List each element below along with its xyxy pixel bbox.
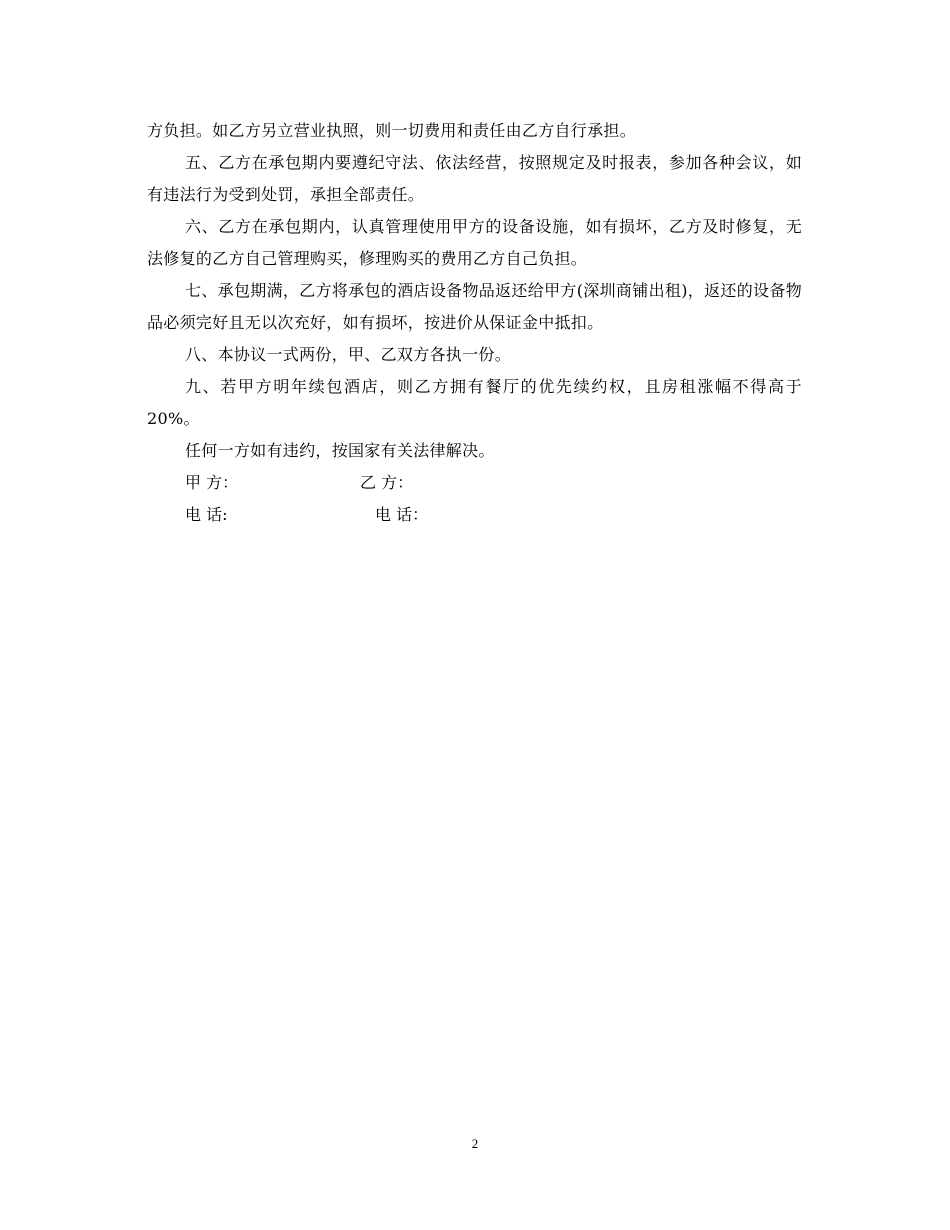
phone-b-label: 电 话： (375, 505, 429, 524)
clause-6: 六、乙方在承包期内，认真管理使用甲方的设备设施，如有损坏，乙方及时修复，无法修复的乙方自己管理购买，修理购买的费用乙方自己负担。 (147, 217, 802, 268)
page-number: 2 (471, 1136, 479, 1151)
paragraph-continuation: 方负担。如乙方另立营业执照，则一切费用和责任由乙方自行承担。 (147, 121, 637, 140)
clause-9: 九、若甲方明年续包酒店，则乙方拥有餐厅的优先续约权，且房租涨幅不得高于20%。 (147, 377, 802, 428)
clause-5: 五、乙方在承包期内要遵纪守法、依法经营，按照规定及时报表，参加各种会议，如有违法行为受到处罚，承担全部责任。 (147, 153, 802, 204)
party-a-label: 甲 方： (185, 473, 239, 492)
clause-7: 七、承包期满，乙方将承包的酒店设备物品返还给甲方(深圳商铺出租)，返还的设备物品必须完好且无以次充好，如有损坏，按进价从保证金中抵扣。 (147, 281, 802, 332)
phone-a-label: 电 话: (185, 505, 228, 524)
clause-8: 八、本协议一式两份，甲、乙双方各执一份。 (185, 345, 512, 364)
breach-clause: 任何一方如有违约，按国家有关法律解决。 (185, 441, 495, 460)
signature-row (147, 467, 802, 499)
phone-row (147, 499, 802, 531)
document-body (147, 115, 802, 531)
party-b-label: 乙 方： (360, 473, 414, 492)
